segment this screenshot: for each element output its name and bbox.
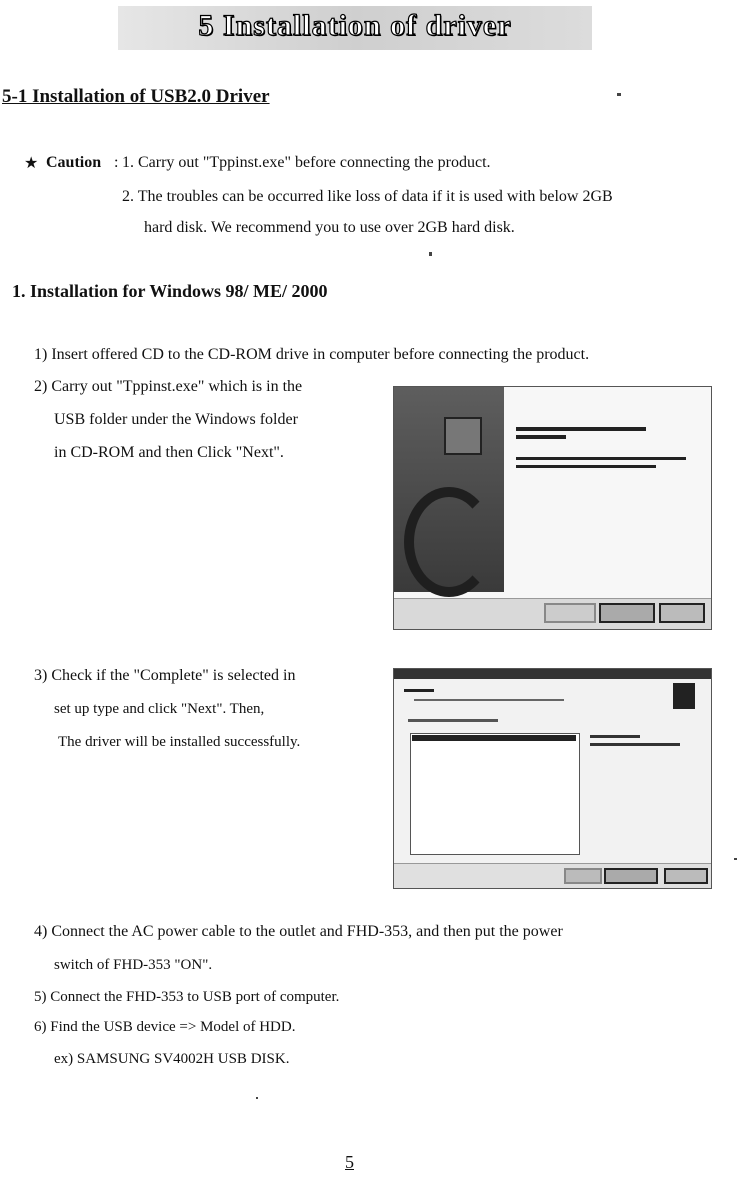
cancel-button[interactable] <box>664 868 708 884</box>
caution-line-3: hard disk. We recommend you to use over 2GB hard disk. <box>144 219 515 236</box>
dialog-subtext-line <box>414 699 564 701</box>
step-2-line-1: 2) Carry out "Tppinst.exe" which is in the <box>34 378 303 395</box>
step-2-line-2: USB folder under the Windows folder <box>54 411 298 428</box>
step-5: 5) Connect the FHD-353 to USB port of computer. <box>34 989 340 1005</box>
page-number: 5 <box>345 1152 354 1172</box>
caution-line-2: 2. The troubles can be occurred like loss of data if it is used with below 2GB <box>122 188 613 205</box>
next-button[interactable] <box>604 868 658 884</box>
dialog-titlebar <box>394 669 711 679</box>
setup-type-screenshot <box>393 668 712 889</box>
step-3-line-1: 3) Check if the "Complete" is selected in <box>34 667 296 684</box>
setup-icon <box>673 683 695 709</box>
caution-label: Caution <box>46 154 102 171</box>
subsection-title: 1. Installation for Windows 98/ ME/ 2000 <box>12 281 328 301</box>
wizard-heading-line <box>516 435 566 439</box>
section-title: 5-1 Installation of USB2.0 Driver <box>2 86 270 107</box>
wizard-button-bar <box>394 598 711 629</box>
arrow-graphic <box>404 487 494 597</box>
wizard-body-line <box>516 465 656 468</box>
step-4-line-1: 4) Connect the AC power cable to the outlet and FHD-353, and then put the power <box>34 923 563 940</box>
step-1: 1) Insert offered CD to the CD-ROM drive in computer before connecting the product. <box>34 346 590 363</box>
scan-speck <box>734 858 737 860</box>
step-2-line-3: in CD-ROM and then Click "Next". <box>54 444 284 461</box>
step-3-line-3: The driver will be installed successfully. <box>58 734 301 750</box>
wizard-body-line <box>516 457 686 460</box>
wizard-heading-line <box>516 427 646 431</box>
cancel-button[interactable] <box>659 603 705 623</box>
page-title: 5 Installation of driver <box>198 9 512 42</box>
wizard-side-panel <box>394 387 504 592</box>
star-icon: ★ <box>24 155 39 172</box>
step-3-line-2: set up type and click "Next". Then, <box>54 701 265 717</box>
step-6-line-1: 6) Find the USB device => Model of HDD. <box>34 1019 296 1035</box>
installer-welcome-screenshot <box>393 386 712 630</box>
caution-colon: : <box>114 154 119 171</box>
caution-line-1: 1. Carry out "Tppinst.exe" before connecting the product. <box>122 154 491 171</box>
description-line <box>590 735 640 738</box>
setup-type-list[interactable] <box>410 733 580 855</box>
title-banner <box>118 6 592 50</box>
installer-icon <box>444 417 482 455</box>
back-button[interactable] <box>544 603 596 623</box>
step-4-line-2: switch of FHD-353 "ON". <box>54 957 213 973</box>
scan-speck <box>429 252 432 256</box>
dialog-heading-line <box>404 689 434 692</box>
step-6-line-2: ex) SAMSUNG SV4002H USB DISK. <box>54 1051 290 1067</box>
scan-speck <box>256 1097 258 1099</box>
scan-speck <box>617 93 621 96</box>
list-label-line <box>408 719 498 722</box>
description-line <box>590 743 680 746</box>
next-button[interactable] <box>599 603 655 623</box>
back-button[interactable] <box>564 868 602 884</box>
dialog-button-bar <box>394 863 711 888</box>
complete-option[interactable] <box>412 735 576 741</box>
